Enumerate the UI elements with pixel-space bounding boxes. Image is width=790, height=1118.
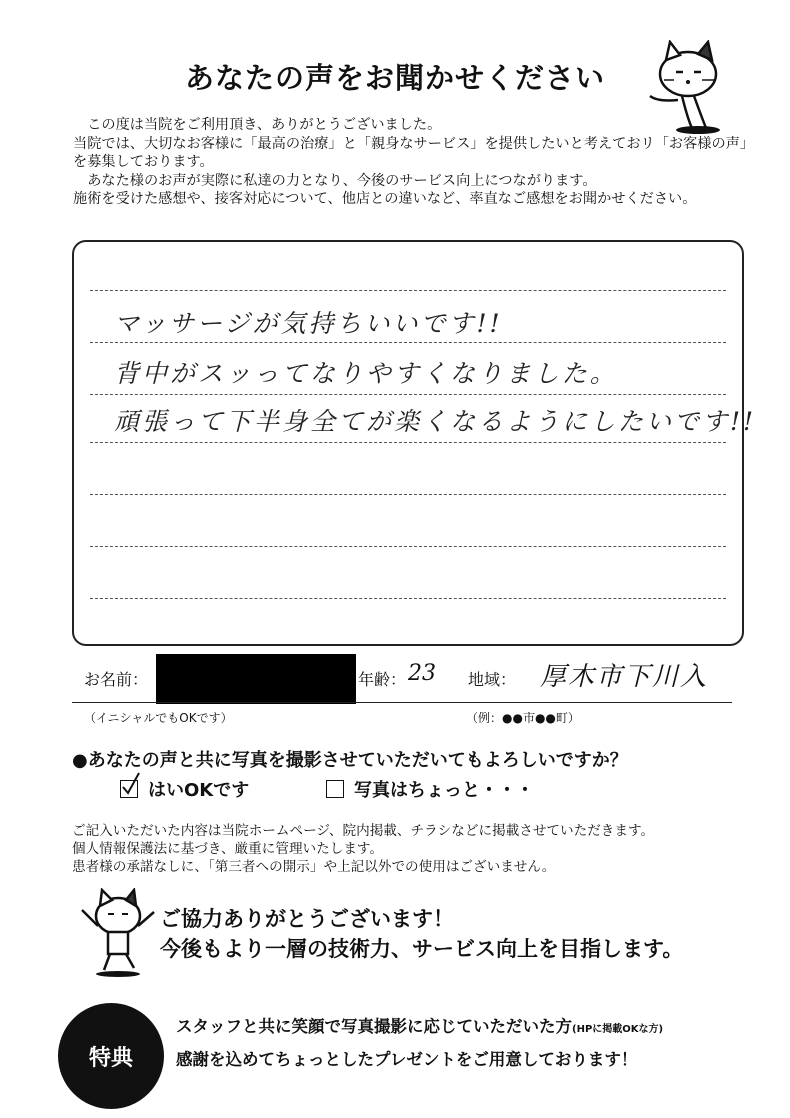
- page-title: あなたの声をお聞かせください: [185, 61, 606, 95]
- intro-line: 当院では、大切なお客様に「最高の治療」と「親身なサービス」を提供したいと考えておリ「お客様の声」を募集しております。: [73, 135, 747, 170]
- notice-line: 個人情報保護法に基づき、厳重に管理いたします。: [72, 841, 384, 857]
- bonus-text: [176, 1012, 663, 1075]
- name-hint: （イニシャルでもOKです）: [84, 711, 233, 725]
- ruled-line: [90, 546, 726, 547]
- comment-line: 背中がスッってなりやすくなりました。: [114, 359, 618, 388]
- check-mark-icon: [119, 771, 143, 797]
- thanks-message: [160, 904, 683, 964]
- intro-text: [73, 116, 753, 209]
- photo-option-label: 写真はちょっと・・・: [354, 780, 534, 801]
- photo-option-yes[interactable]: [120, 776, 249, 802]
- photo-question: ●あなたの声と共に写真を撮影させていただいてもよろしいですか？: [72, 750, 628, 771]
- photo-option-no[interactable]: [326, 776, 534, 802]
- thanks-line: ご協力ありがとうございます！: [160, 907, 454, 931]
- photo-option-label: はいOKです: [148, 780, 250, 801]
- notice-line: ご記入いただいた内容は当院ホームページ、院内掲載、チラシなどに掲載させていただきます。: [72, 823, 655, 839]
- dancing-cat-icon: [76, 888, 160, 980]
- region-label: 地域：: [468, 670, 517, 689]
- form-underline: [72, 702, 732, 703]
- age-label: 年齢：: [358, 670, 407, 689]
- privacy-notice: [72, 822, 762, 876]
- redacted-name: [156, 654, 356, 704]
- region-hint: （例：●●市●●町）: [466, 711, 580, 725]
- age-value: 23: [408, 661, 436, 686]
- thanks-line: 今後もより一層の技術力、サービス向上を目指します。: [160, 937, 684, 961]
- ruled-line: [90, 290, 726, 291]
- ruled-line: [90, 494, 726, 495]
- bonus-badge: 特典: [58, 1003, 164, 1109]
- checkbox-yes[interactable]: [120, 780, 138, 798]
- name-label: お名前：: [84, 670, 149, 689]
- ruled-line: [90, 442, 726, 443]
- intro-line: この度は当院をご利用頂き、ありがとうございました。: [73, 117, 442, 133]
- region-value: 厚木市下川入: [540, 662, 709, 692]
- notice-line: 患者様の承諾なしに、「第三者への開示」や上記以外での使用はございません。: [72, 859, 556, 875]
- comment-line: マッサージが気持ちいいです!!: [114, 309, 503, 338]
- intro-line: あなた様のお声が実際に私達の力となり、今後のサービス向上につながります。: [73, 172, 597, 189]
- ruled-line: [90, 342, 726, 343]
- ruled-line: [90, 394, 726, 395]
- bonus-line: スタッフと共に笑顔で写真撮影に応じていただいた方: [176, 1017, 572, 1036]
- ruled-line: [90, 598, 726, 599]
- comment-line: 頑張って下半身全てが楽くなるようにしたいです!!: [114, 407, 757, 436]
- comment-box: [72, 240, 757, 646]
- intro-line: 施術を受けた感想や、接客対応について、他店との違いなど、率直なご感想をお聞かせください。: [73, 191, 697, 207]
- bonus-line: 感謝を込めてちょっとしたプレゼントをご用意しております！: [176, 1050, 638, 1069]
- checkbox-no[interactable]: [326, 780, 344, 798]
- bonus-note: (HPに掲載OKな方): [572, 1024, 664, 1035]
